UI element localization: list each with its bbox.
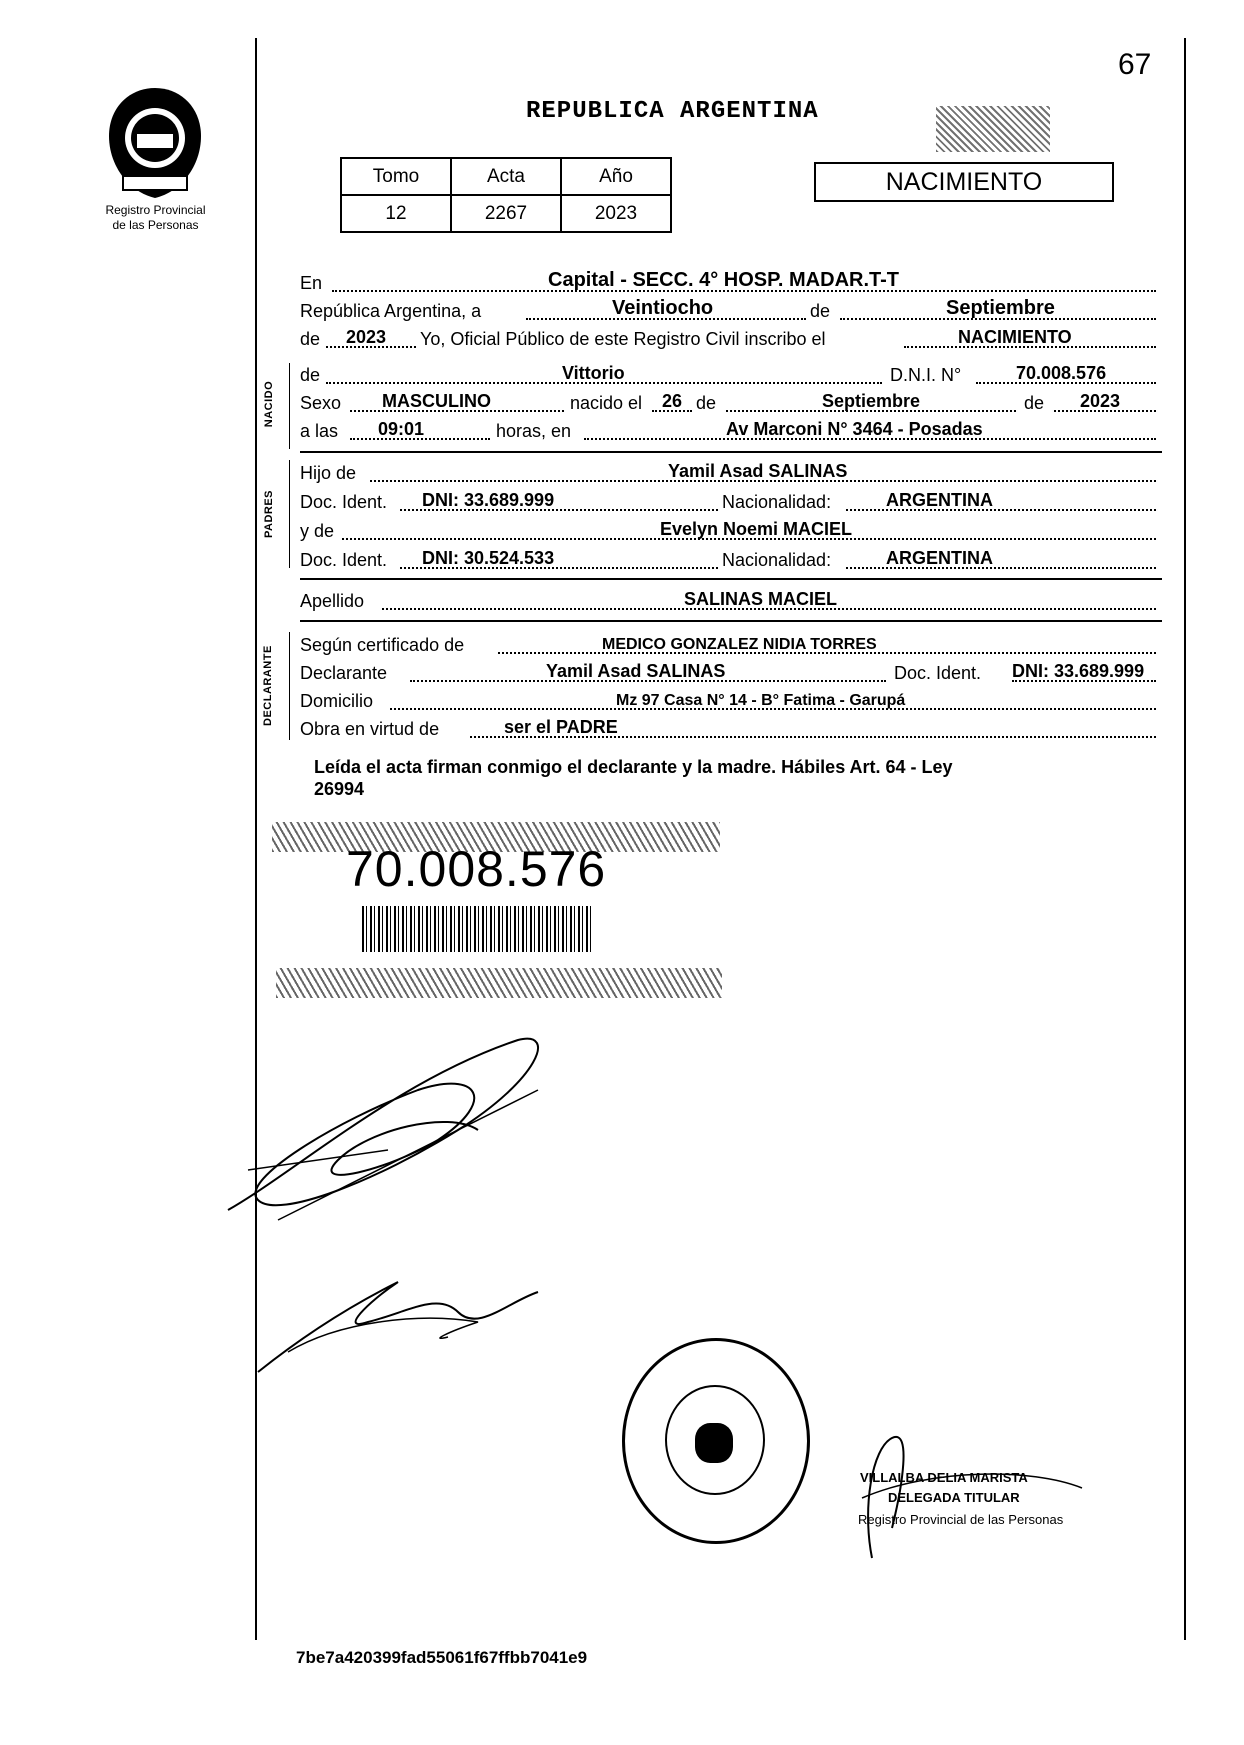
label-horas-en: horas, en [496,421,572,441]
row-madre-doc [300,547,1162,573]
official-seal-emblem [695,1423,733,1463]
value-acta: 2267 [451,195,561,232]
label-segun-cert: Según certificado de [300,635,465,655]
row-sexo [300,390,1162,416]
document-title: REPUBLICA ARGENTINA [526,98,819,125]
value-tomo: 12 [341,195,451,232]
row-madre [300,518,1162,544]
label-obra-en-virtud: Obra en virtud de [300,719,440,739]
row-certificado [300,632,1162,658]
row-padre-doc [300,489,1162,515]
value-hora: 09:01 [378,419,425,439]
label-a-las: a las [300,421,339,441]
security-pattern-bottom [276,968,722,998]
label-declarante: Declarante [300,663,388,683]
value-certificado: MEDICO GONZALEZ NIDIA TORRES [602,636,877,653]
value-madre-nac: ARGENTINA [886,548,993,568]
label-nacionalidad-2: Nacionalidad: [722,550,832,570]
label-hijo-de: Hijo de [300,463,357,483]
label-de-5: de [1024,393,1045,413]
label-en: En [300,273,323,293]
province-logo [103,84,207,202]
value-declarante-doc: DNI: 33.689.999 [1012,661,1145,681]
header-acta: Acta [451,158,561,195]
label-nacido-el: nacido el [570,393,643,413]
closing-statement-line1: Leída el acta firman conmigo el declarante y la madre. Hábiles Art. 64 - Ley [314,757,953,777]
dni-large-number: 70.008.576 [346,841,607,897]
row-inscripcion [300,326,1162,352]
value-anio: 2023 [346,327,387,347]
value-sexo: MASCULINO [382,391,491,411]
row-en-virtud [300,716,1162,742]
label-y-de: y de [300,521,335,541]
label-republica: República Argentina, a [300,301,482,321]
value-dia-nac: 26 [662,391,683,411]
section-bar-declarante [289,632,290,740]
value-en-virtud: ser el PADRE [504,717,618,737]
side-label-nacido: NACIDO [263,380,275,428]
divider-1 [300,451,1162,453]
official-name: VILLALBA DELIA MARISTA [860,1470,1028,1485]
label-de: de [810,301,831,321]
value-padre: Yamil Asad SALINAS [668,461,848,481]
label-domicilio: Domicilio [300,691,374,711]
section-bar-nacido [289,363,290,449]
barcode [362,906,592,952]
official-seal [622,1338,810,1544]
row-declarante [300,660,1162,686]
value-nombre: Vittorio [562,363,625,383]
security-hologram [936,106,1050,152]
value-lugar-nac: Av Marconi N° 3464 - Posadas [726,419,983,439]
document-hash: 7be7a420399fad55061f67ffbb7041e9 [296,1648,588,1667]
label-de-2: de [300,329,321,349]
label-doc-ident: Doc. Ident. [300,492,388,512]
value-tipo: NACIMIENTO [958,327,1072,347]
row-nombre [300,362,1162,388]
label-de-4: de [696,393,717,413]
row-lugar [300,270,1162,296]
label-doc-ident-2: Doc. Ident. [300,550,388,570]
side-label-declarante: DECLARANTE [262,645,274,726]
label-nacionalidad: Nacionalidad: [722,492,832,512]
row-hora [300,418,1162,444]
divider-2 [300,578,1162,580]
divider-3 [300,620,1162,622]
value-padre-nac: ARGENTINA [886,490,993,510]
record-table [340,157,672,233]
value-apellido: SALINAS MACIEL [684,589,837,609]
value-domicilio: Mz 97 Casa N° 14 - B° Fatima - Garupá [616,692,906,709]
value-lugar: Capital - SECC. 4° HOSP. MADAR.T-T [548,269,900,291]
label-de-3: de [300,365,321,385]
registry-name-line1: Registro Provincial [105,203,206,217]
side-label-padres: PADRES [263,489,275,539]
label-dni: D.N.I. N° [890,365,962,385]
value-madre: Evelyn Noemi MACIEL [660,519,853,539]
page-number: 67 [1118,48,1152,81]
value-mes-nac: Septiembre [822,391,921,411]
closing-statement-line2: 26994 [314,779,365,799]
value-anio-nac: 2023 [1080,391,1121,411]
value-dni: 70.008.576 [1016,363,1107,383]
right-margin-line [1184,38,1186,1640]
registry-name-line2: de las Personas [112,218,199,232]
row-padre [300,460,1162,486]
label-apellido: Apellido [300,591,365,611]
header-tomo: Tomo [341,158,451,195]
official-title: DELEGADA TITULAR [888,1490,1020,1505]
value-declarante: Yamil Asad SALINAS [546,661,726,681]
row-apellido [300,588,1162,614]
row-fecha [300,298,1162,324]
label-doc-ident-3: Doc. Ident. [894,663,982,683]
row-domicilio [300,688,1162,714]
left-margin-line [255,38,257,1640]
mother-signature [248,1262,548,1382]
document-type-box: NACIMIENTO [814,162,1114,202]
value-dia-letras: Veintiocho [612,297,714,319]
value-padre-doc: DNI: 33.689.999 [422,490,555,510]
value-anio: 2023 [561,195,671,232]
header-anio: Año [561,158,671,195]
value-mes: Septiembre [946,297,1055,319]
official-org: Registro Provincial de las Personas [858,1512,1064,1527]
section-bar-padres [289,460,290,568]
label-yo-oficial: Yo, Oficial Público de este Registro Civil inscribo el [420,329,826,349]
value-madre-doc: DNI: 30.524.533 [422,548,555,568]
label-sexo: Sexo [300,393,342,413]
declarant-signature [218,1020,578,1240]
